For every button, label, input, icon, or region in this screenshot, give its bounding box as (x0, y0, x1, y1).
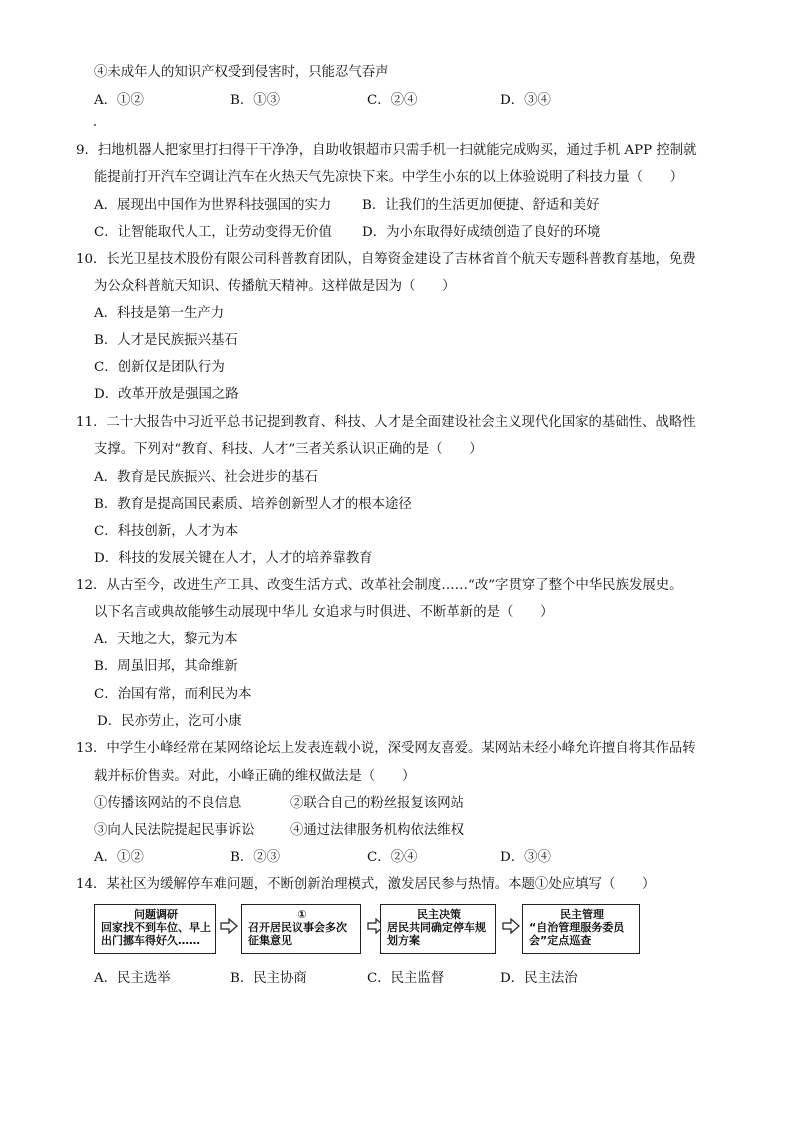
q9-option-a: A．展现出中国作为世界科技强国的实力 (94, 198, 332, 213)
flow-box-title: 民主决策 (417, 908, 461, 921)
q13-option-b: B．②③ (230, 850, 281, 865)
q9-option-b: B．让我们的生活更加便捷、舒适和美好 (362, 198, 600, 213)
q12-option-b: B．周虽旧邦，其命维新 (94, 659, 238, 674)
stray-dot (94, 124, 96, 126)
flow-box-body: 回家找不到车位、早上出门挪车得好久…… (101, 921, 211, 947)
arrow-right-icon (220, 918, 238, 934)
q8-option-b: B．①③ (230, 93, 281, 108)
q14-option-a: A．民主选举 (94, 971, 171, 986)
flow-box-management (522, 904, 640, 954)
flow-box-title: 问题调研 (134, 908, 178, 921)
q14-flowchart (94, 904, 646, 958)
q11-option-d: D．科技的发展关键在人才，人才的培养靠教育 (94, 551, 373, 566)
q14-option-d: D．民主法治 (500, 971, 578, 986)
flow-box-research (94, 904, 216, 954)
q12-option-c: C．治国有常，而利民为本 (94, 687, 252, 702)
q10-stem-line2: 为公众科普航天知识、传播航天精神。这样做是因为（ ） (94, 279, 456, 294)
q8-option-d: D．③④ (500, 93, 551, 108)
flow-box-body: 召开居民议事会多次征集意见 (248, 921, 347, 947)
q13-statement-4: ④通过法律服务机构依法维权 (290, 823, 465, 838)
q13-statement-1: ①传播该网站的不良信息 (94, 796, 242, 811)
q11-option-c: C．科技创新，人才为本 (94, 524, 239, 539)
q13-statement-3: ③向人民法院提起民事诉讼 (94, 823, 255, 838)
q9-stem-line2: 能提前打开汽车空调让汽车在火热天气先凉快下来。中学生小东的以上体验说明了科技力量（ ） (94, 170, 684, 185)
q11-option-a: A．教育是民族振兴、社会进步的基石 (94, 470, 318, 485)
q13-statement-2: ②联合自己的粉丝报复该网站 (290, 796, 465, 811)
q12-stem-line1: 12．从古至今，改进生产工具、改变生活方式、改革社会制度……“改”字贯穿了整个中华民族发展史。 (76, 578, 683, 593)
q14-stem: 14．某社区为缓解停车难问题，不断创新治理模式，激发居民参与热情。本题①处应填写（ ） (76, 877, 656, 892)
flow-box-body: “自治管理服务委员会”定点巡查 (529, 921, 625, 947)
q10-option-d: D．改革开放是强国之路 (94, 387, 239, 402)
q9-option-c: C．让智能取代人工，让劳动变得无价值 (94, 225, 332, 240)
flow-box-decision (380, 904, 496, 954)
q14-option-b: B．民主协商 (230, 971, 307, 986)
q12-option-d: D．民亦劳止，汔可小康 (97, 714, 242, 729)
q12-option-a: A．天地之大，黎元为本 (94, 632, 238, 647)
q8-statement-4: ④未成年人的知识产权受到侵害时，只能忍气吞声 (94, 65, 389, 80)
flow-box-consult (241, 904, 361, 954)
q11-stem-line2: 支撑。下列对“教育、科技、人才”三者关系认识正确的是（ ） (94, 442, 483, 457)
q10-option-b: B．人才是民族振兴基石 (94, 333, 238, 348)
arrow-right-icon (502, 918, 520, 934)
q10-option-c: C．创新仅是团队行为 (94, 360, 225, 375)
flow-box-title: 民主管理 (560, 908, 604, 921)
flow-box-title: ① (297, 908, 307, 921)
q14-option-c: C．民主监督 (367, 971, 445, 986)
q11-option-b: B．教育是提高国民素质、培养创新型人才的根本途径 (94, 497, 412, 512)
flow-box-body: 居民共同确定停车规划方案 (387, 921, 486, 947)
q13-option-d: D．③④ (500, 850, 551, 865)
q8-option-c: C．②④ (367, 93, 418, 108)
q13-stem-line2: 载并标价售卖。对此，小峰正确的维权做法是（ ） (94, 769, 416, 784)
q8-option-a: A．①② (94, 93, 144, 108)
q10-stem-line1: 10．长光卫星技术股份有限公司科普教育团队，自筹资金建设了吉林省首个航天专题科普教育基地，免费 (76, 252, 696, 267)
q13-stem-line1: 13．中学生小峰经常在某网络论坛上发表连载小说，深受网友喜爱。某网站未经小峰允许擅自将其作品转 (76, 741, 696, 756)
q11-stem-line1: 11．二十大报告中习近平总书记提到教育、科技、人才是全面建设社会主义现代化国家的基础性、战略性 (76, 415, 696, 430)
q12-stem-line2: 以下名言或典故能够生动展现中华儿 女追求与时俱进、不断革新的是（ ） (94, 605, 554, 620)
q13-option-c: C．②④ (367, 850, 418, 865)
q9-stem-line1: 9．扫地机器人把家里打扫得干干净净，自助收银超市只需手机一扫就能完成购买，通过手机 APP 控制就 (76, 143, 697, 158)
q9-option-d: D．为小东取得好成绩创造了良好的环境 (362, 225, 601, 240)
q10-option-a: A．科技是第一生产力 (94, 306, 225, 321)
q13-option-a: A．①② (94, 850, 144, 865)
